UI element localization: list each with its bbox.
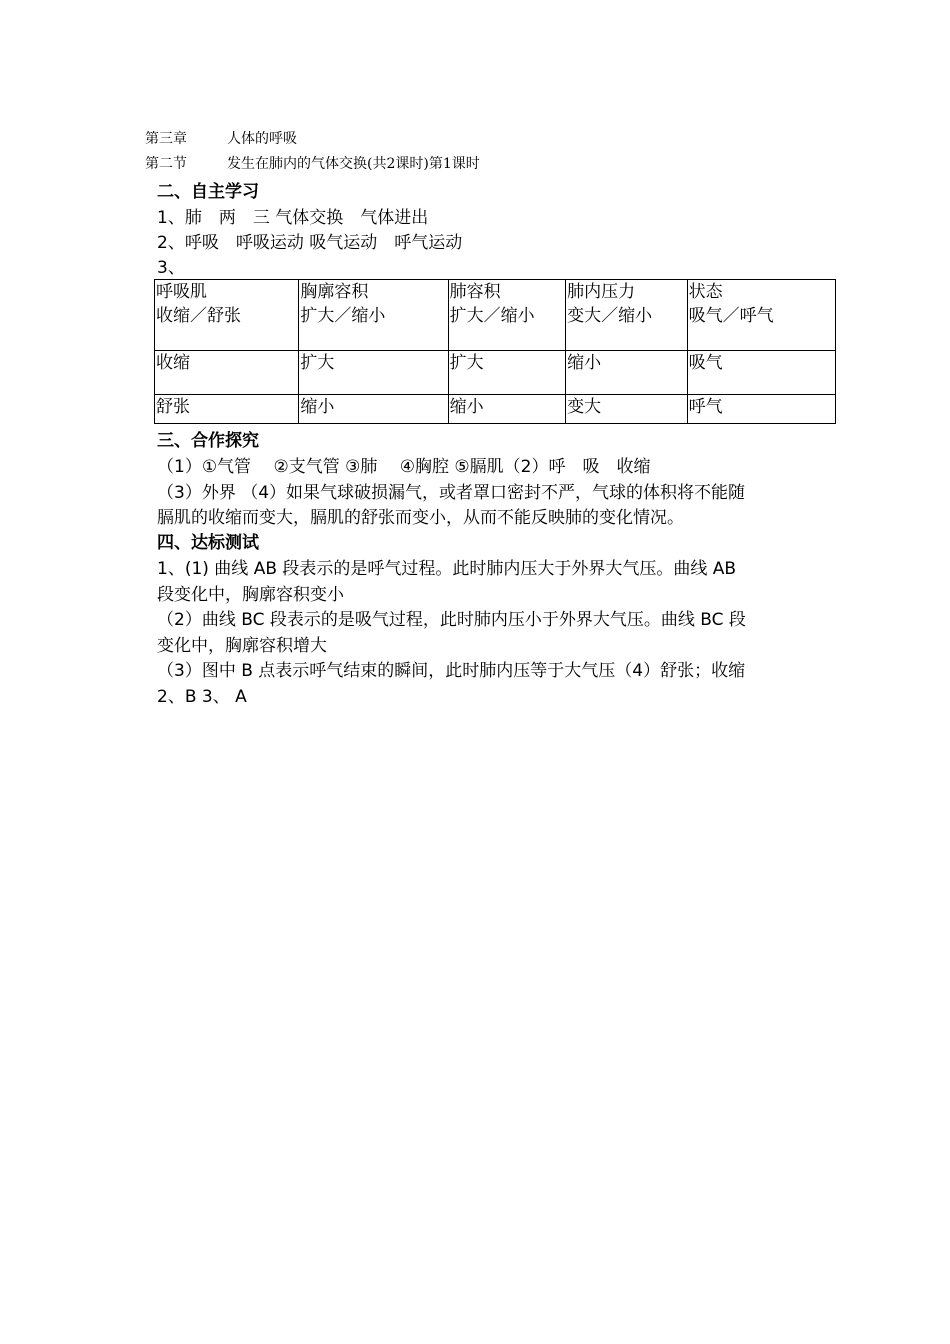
test-line-4: 变化中，胸廓容积增大 [157, 636, 327, 656]
self-study-line-1: 1、肺 两 三 气体交换 气体进出 [157, 208, 429, 228]
table-cell: 呼气 [687, 395, 835, 424]
table-cell: 收缩 [155, 351, 299, 395]
test-line-6: 2、B 3、 A [157, 687, 247, 707]
test-line-1: 1、(1) 曲线 AB 段表示的是呼气过程。此时肺内压大于外界大气压。曲线 AB [157, 559, 737, 579]
table-cell: 变大 [566, 395, 687, 424]
table-row [155, 395, 836, 424]
test-line-5: （3）图中 B 点表示呼气结束的瞬间，此时肺内压等于大气压（4）舒张；收缩 [157, 661, 746, 681]
table-cell: 缩小 [566, 351, 687, 395]
section-label: 第二节 [145, 156, 187, 172]
test-line-2: 段变化中，胸廓容积变小 [157, 585, 344, 605]
test-line-3: （2）曲线 BC 段表示的是吸气过程，此时肺内压小于外界大气压。曲线 BC 段 [157, 610, 746, 630]
cooperation-line-2: （3）外界 （4）如果气球破损漏气，或者罩口密封不严，气球的体积将不能随 [157, 483, 746, 503]
test-heading: 四、达标测试 [157, 533, 259, 553]
table-cell: 吸气 [687, 351, 835, 395]
breathing-table [154, 279, 836, 424]
table-header-cell: 呼吸肌 收缩／舒张 [155, 280, 299, 351]
table-header-cell: 肺容积 扩大／缩小 [448, 280, 565, 351]
table-cell: 舒张 [155, 395, 299, 424]
table-header-cell: 胸廓容积 扩大／缩小 [299, 280, 448, 351]
chapter-title: 人体的呼吸 [227, 131, 297, 147]
table-cell: 扩大 [299, 351, 448, 395]
chapter-label: 第三章 [145, 131, 187, 147]
table-header-cell: 状态 吸气／呼气 [687, 280, 835, 351]
section-title: 发生在肺内的气体交换(共2课时)第1课时 [227, 156, 480, 172]
table-cell: 缩小 [448, 395, 565, 424]
cooperation-line-3: 膈肌的收缩而变大，膈肌的舒张而变小，从而不能反映肺的变化情况。 [157, 508, 684, 528]
table-header-cell: 肺内压力 变大／缩小 [566, 280, 687, 351]
table-header-row [155, 280, 836, 351]
table-cell: 缩小 [299, 395, 448, 424]
self-study-line-3: 3、 [157, 258, 185, 278]
self-study-heading: 二、自主学习 [157, 182, 259, 202]
cooperation-heading: 三、合作探究 [157, 431, 259, 451]
table-row [155, 351, 836, 395]
chapter-heading [145, 128, 297, 148]
table-cell: 扩大 [448, 351, 565, 395]
cooperation-line-1: （1）①气管 ②支气管 ③肺 ④胸腔 ⑤膈肌（2）呼 吸 收缩 [157, 457, 651, 477]
self-study-line-2: 2、呼吸 呼吸运动 吸气运动 呼气运动 [157, 233, 463, 253]
section-heading [145, 153, 480, 173]
